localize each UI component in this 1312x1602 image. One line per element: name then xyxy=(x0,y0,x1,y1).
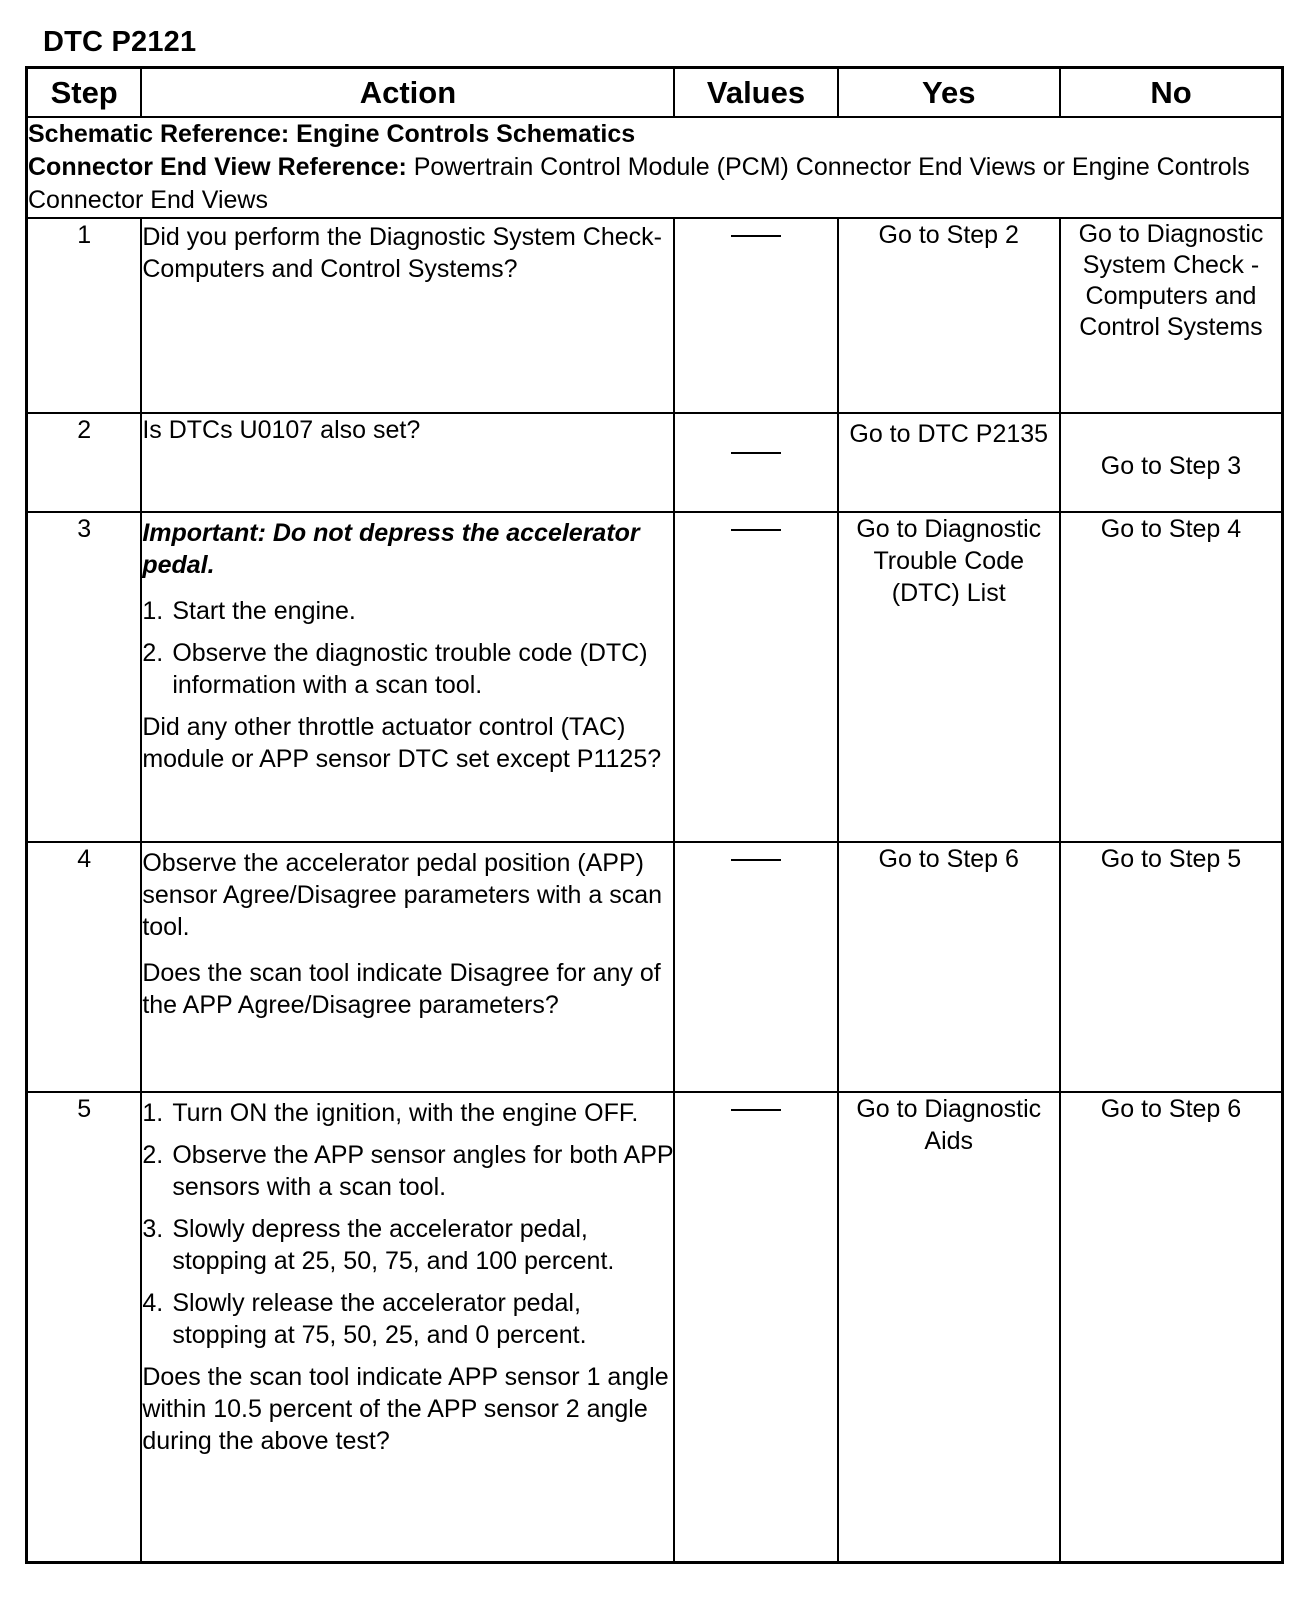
header-action: Action xyxy=(141,68,674,118)
step-number: 2 xyxy=(27,413,142,512)
step-number: 4 xyxy=(27,842,142,1092)
yes-cell: Go to DTC P2135 xyxy=(838,413,1060,512)
table-row xyxy=(27,218,1283,413)
yes-cell: Go to Step 2 xyxy=(838,218,1060,413)
list-item: 1. Turn ON the ignition, with the engine OFF. xyxy=(142,1099,639,1127)
connector-reference-label: Connector End View Reference: xyxy=(28,153,407,181)
yes-cell: Go to Diagnostic Trouble Code (DTC) List xyxy=(838,512,1060,842)
no-cell: Go to Step 5 xyxy=(1060,842,1283,1092)
step-number: 1 xyxy=(27,218,142,413)
step-list xyxy=(142,1097,673,1351)
value-cell xyxy=(674,218,837,413)
action-cell xyxy=(141,1092,674,1562)
question-text: Does the scan tool indicate Disagree for any of the APP Agree/Disagree parameters? xyxy=(142,959,661,1019)
no-cell: Go to Step 3 xyxy=(1060,413,1283,512)
table-row xyxy=(27,413,1283,512)
value-dash xyxy=(731,235,781,237)
value-dash xyxy=(731,529,781,531)
table-row xyxy=(27,842,1283,1092)
header-step: Step xyxy=(27,68,142,118)
action-text: Observe the accelerator pedal position (APP) sensor Agree/Disagree parameters with a scan tool. xyxy=(142,849,663,941)
list-item: 2. Observe the APP sensor angles for both APP sensors with a scan tool. xyxy=(142,1141,674,1201)
connector-reference-text: Powertrain Control Module (PCM) Connector End Views or Engine Controls Connector End Views xyxy=(28,153,1250,214)
connector-reference xyxy=(28,151,1281,217)
yes-cell: Go to Diagnostic Aids xyxy=(838,1092,1060,1562)
table-row xyxy=(27,1092,1283,1562)
reference-row xyxy=(27,117,1283,218)
question-text: Does the scan tool indicate APP sensor 1 angle within 10.5 percent of the APP sensor 2 angle during the above test? xyxy=(142,1363,669,1455)
value-dash xyxy=(731,859,781,861)
header-row xyxy=(27,68,1283,118)
table-row xyxy=(27,512,1283,842)
list-item: 3. Slowly depress the accelerator pedal, stopping at 25, 50, 75, and 100 percent. xyxy=(142,1215,615,1275)
value-cell xyxy=(674,512,837,842)
step-list xyxy=(142,595,673,701)
value-dash xyxy=(731,1109,781,1111)
list-item: 4. Slowly release the accelerator pedal, stopping at 75, 50, 25, and 0 percent. xyxy=(142,1289,587,1349)
value-dash xyxy=(731,452,781,454)
page-title: DTC P2121 xyxy=(43,26,197,58)
no-cell: Go to Step 4 xyxy=(1060,512,1283,842)
reference-cell xyxy=(27,117,1283,218)
value-cell xyxy=(674,413,837,512)
important-note: Important: Do not depress the accelerator pedal. xyxy=(142,519,640,579)
list-item: 1. Start the engine. xyxy=(142,597,356,625)
page-edge xyxy=(0,1586,1312,1602)
diagnostic-table xyxy=(25,66,1284,1564)
value-cell xyxy=(674,842,837,1092)
list-item: 2. Observe the diagnostic trouble code (DTC) information with a scan tool. xyxy=(142,639,648,699)
action-text: Is DTCs U0107 also set? xyxy=(141,413,674,512)
no-cell: Go to Step 6 xyxy=(1060,1092,1283,1562)
no-cell: Go to Diagnostic System Check - Computers and Control Systems xyxy=(1060,218,1283,413)
header-values: Values xyxy=(674,68,837,118)
yes-cell: Go to Step 6 xyxy=(838,842,1060,1092)
value-cell xyxy=(674,1092,837,1562)
question-text: Did any other throttle actuator control (TAC) module or APP sensor DTC set except P1125? xyxy=(142,713,662,773)
header-no: No xyxy=(1060,68,1283,118)
header-yes: Yes xyxy=(838,68,1060,118)
step-number: 5 xyxy=(27,1092,142,1562)
action-text: Did you perform the Diagnostic System Check-Computers and Control Systems? xyxy=(141,218,674,413)
action-cell xyxy=(141,512,674,842)
schematic-reference: Schematic Reference: Engine Controls Schematics xyxy=(28,120,636,148)
action-cell xyxy=(141,842,674,1092)
step-number: 3 xyxy=(27,512,142,842)
